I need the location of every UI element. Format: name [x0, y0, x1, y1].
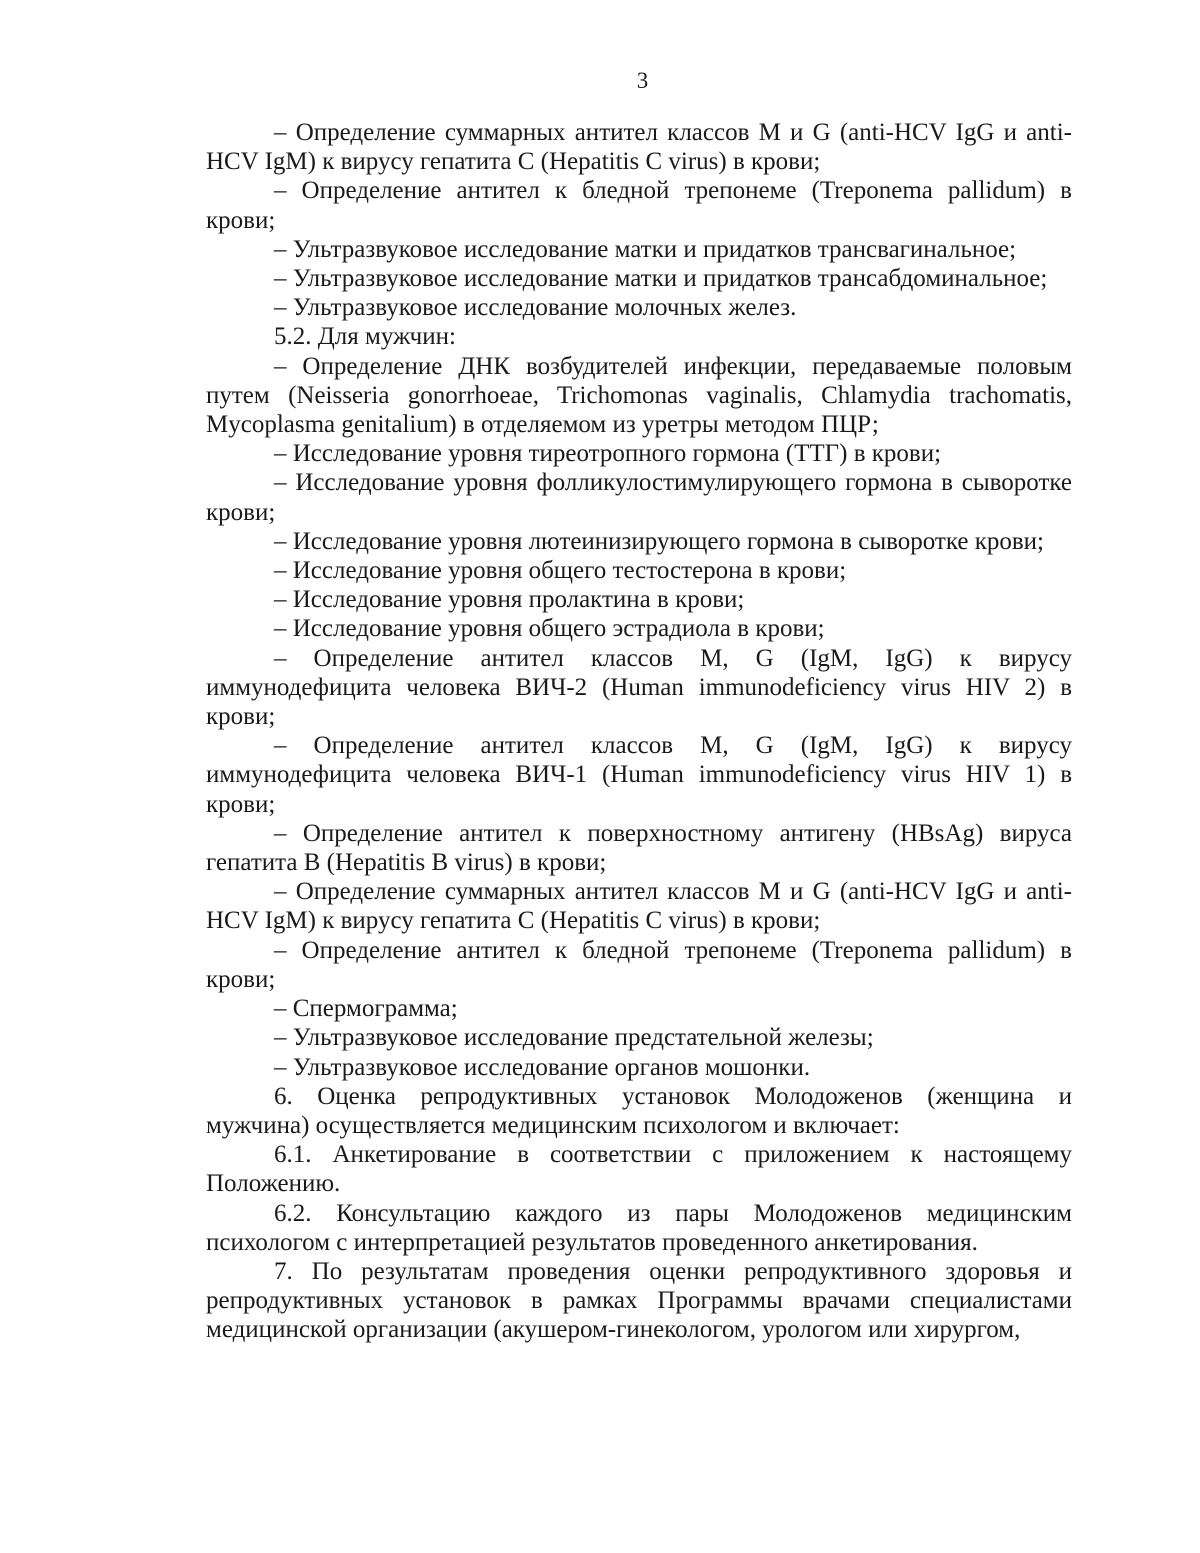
paragraph-treponema-women: – Определение антител к бледной трепонеме (Treponema pallidum) в крови; — [206, 177, 1072, 234]
paragraph-item-6-2: 6.2. Консультацию каждого из пары Молодоженов медицинским психологом с интерпретацией результатов проведенного анкетирования. — [206, 1199, 1072, 1256]
paragraph-spermogram: – Спермограмма; — [274, 995, 458, 1023]
paragraph-fsh: – Исследование уровня фолликулостимулирующего гормона в сыворотке крови; — [206, 469, 1072, 526]
paragraph-anti-hcv-women: – Определение суммарных антител классов M и G (anti-HCV IgG и anti-HCV IgM) к вирусу гепатита С (Hepatitis C virus) в крови; — [206, 119, 1072, 176]
paragraph-dna-pcr: – Определение ДНК возбудителей инфекции, передаваемые половым путем (Neisseria gonorrhoeae, Trichomonas vaginalis, Chlamydia trachomatis, Mycoplasma genitalium) в отделяемом из уретры методом ПЦР; — [206, 352, 1072, 439]
paragraph-item-6-1: 6.1. Анкетирование в соответствии с приложением к настоящему Положению. — [206, 1141, 1072, 1198]
document-body — [206, 118, 1072, 1345]
paragraph-us-transabdominal: – Ультразвуковое исследование матки и придатков трансабдоминальное; — [274, 265, 1048, 293]
paragraph-lh: – Исследование уровня лютеинизирующего гормона в сыворотке крови; — [274, 527, 1044, 555]
paragraph-item-7: 7. По результатам проведения оценки репродуктивного здоровья и репродуктивных установок в рамках Программы врачами специалистами медицинской организации (акушером-гинекологом, урологом или хирургом, — [206, 1257, 1072, 1344]
paragraph-testosterone: – Исследование уровня общего тестостерона в крови; — [274, 557, 847, 585]
paragraph-hiv1: – Определение антител классов M, G (IgM, IgG) к вирусу иммунодефицита человека ВИЧ-1 (Human immunodeficiency virus HIV 1) в крови; — [206, 732, 1072, 818]
paragraph-tsh: – Исследование уровня тиреотропного гормона (ТТГ) в крови; — [274, 440, 942, 468]
paragraph-us-transvaginal: – Ультразвуковое исследование матки и придатков трансвагинальное; — [274, 235, 1017, 263]
paragraph-treponema-men: – Определение антител к бледной трепонеме (Treponema pallidum) в крови; — [206, 936, 1072, 993]
paragraph-item-6: 6. Оценка репродуктивных установок Молодоженов (женщина и мужчина) осуществляется медицинским психологом и включает: — [206, 1082, 1072, 1139]
paragraph-hiv2: – Определение антител классов M, G (IgM, IgG) к вирусу иммунодефицита человека ВИЧ-2 (Human immunodeficiency virus HIV 2) в крови; — [206, 644, 1072, 731]
paragraph-us-breast: – Ультразвуковое исследование молочных желез. — [274, 294, 797, 322]
section-heading-men: 5.2. Для мужчин: — [274, 323, 456, 351]
paragraph-us-scrotum: – Ультразвуковое исследование органов мошонки. — [274, 1053, 811, 1081]
paragraph-us-prostate: – Ультразвуковое исследование предстательной железы; — [274, 1024, 874, 1052]
paragraph-anti-hcv-men: – Определение суммарных антител классов M и G (anti-HCV IgG и anti-HCV IgM) к вирусу гепатита С (Hepatitis C virus) в крови; — [206, 878, 1072, 935]
paragraph-prolactin: – Исследование уровня пролактина в крови; — [274, 586, 745, 614]
page-number: 3 — [636, 68, 649, 93]
paragraph-hbsag: – Определение антител к поверхностному антигену (HBsAg) вируса гепатита В (Hepatitis B virus) в крови; — [206, 819, 1072, 877]
paragraph-estradiol: – Исследование уровня общего эстрадиола в крови; — [274, 615, 825, 643]
